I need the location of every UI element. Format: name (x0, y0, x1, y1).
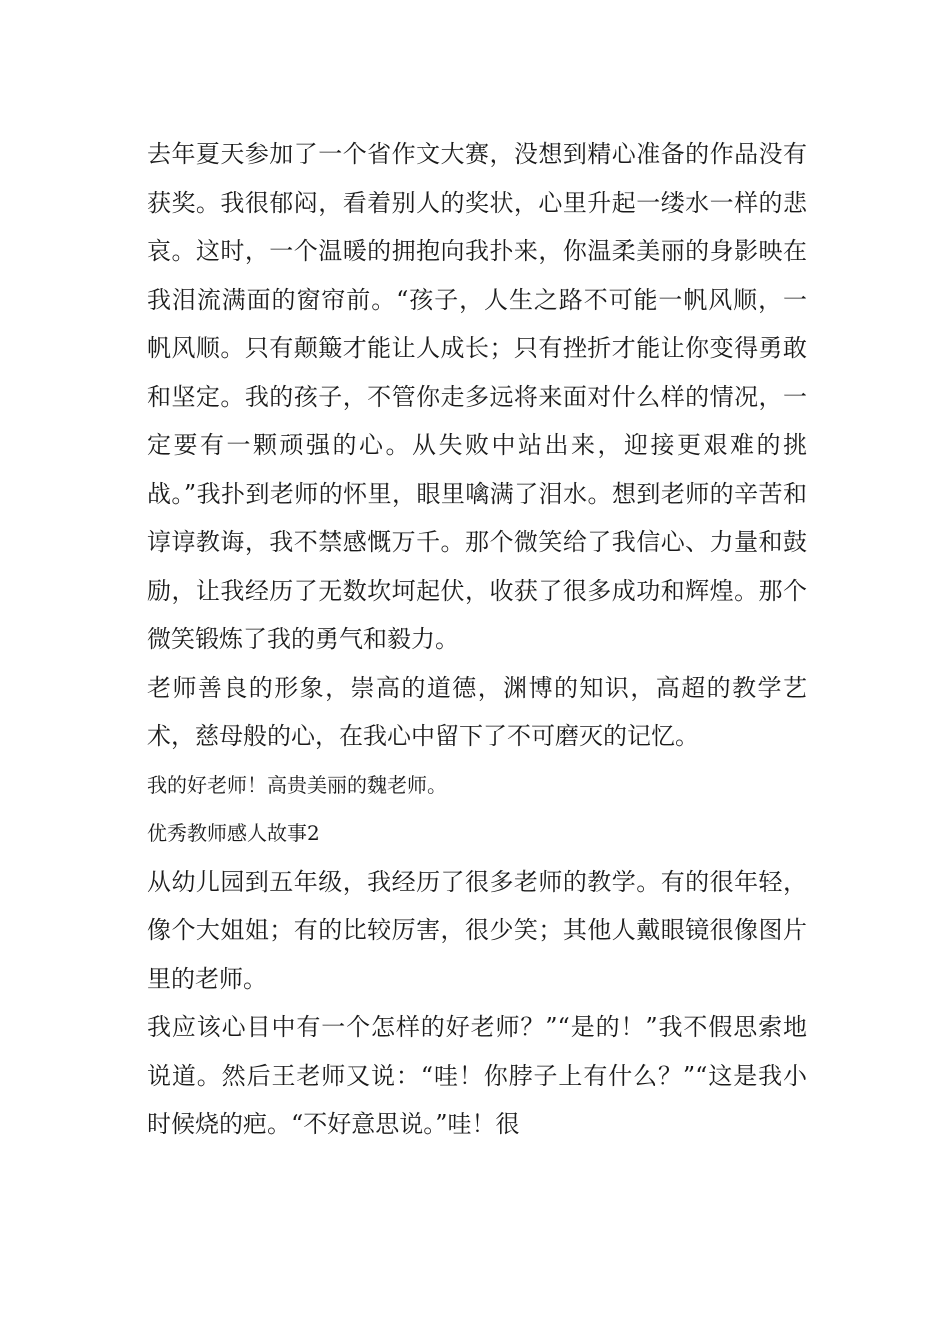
paragraph-good-teacher: 我的好老师！高贵美丽的魏老师。 (147, 772, 447, 797)
section-heading: 优秀教师感人故事2 (147, 821, 320, 845)
paragraph-story-1: 去年夏天参加了一个省作文大赛，没想到精心准备的作品没有获奖。我很郁闷，看着别人的奖状，心里升起一缕水一样的悲哀。这时，一个温暖的拥抱向我扑来，你温柔美丽的身影映在我泪流满面的窗帘前。“孩子，人生之路不可能一帆风顺，一帆风顺。只有颠簸才能让人成长；只有挫折才能让你变得勇敢和坚定。我的孩子，不管你走多远将来面对什么样的情况，一定要有一颗顽强的心。从失败中站出来，迎接更艰难的挑战。”我扑到老师的怀里，眼里噙满了泪水。想到老师的辛苦和谆谆教诲，我不禁感慨万千。那个微笑给了我信心、力量和鼓励，让我经历了无数坎坷起伏，收获了很多成功和辉煌。那个微笑锻炼了我的勇气和毅力。 (147, 140, 807, 653)
paragraph-kindergarten: 从幼儿园到五年级，我经历了很多老师的教学。有的很年轻，像个大姐姐；有的比较厉害，很少笑；其他人戴眼镜很像图片里的老师。 (147, 867, 807, 993)
document-body (147, 130, 807, 1149)
paragraph-dialogue: 我应该心目中有一个怎样的好老师？”“是的！”我不假思索地说道。然后王老师又说：“哇！你脖子上有什么？”“这是我小时候烧的疤。“不好意思说。”哇！很 (147, 1013, 807, 1138)
paragraph-teacher-image: 老师善良的形象，崇高的道德，渊博的知识，高超的教学艺术，慈母般的心，在我心中留下了不可磨灭的记忆。 (147, 673, 807, 750)
